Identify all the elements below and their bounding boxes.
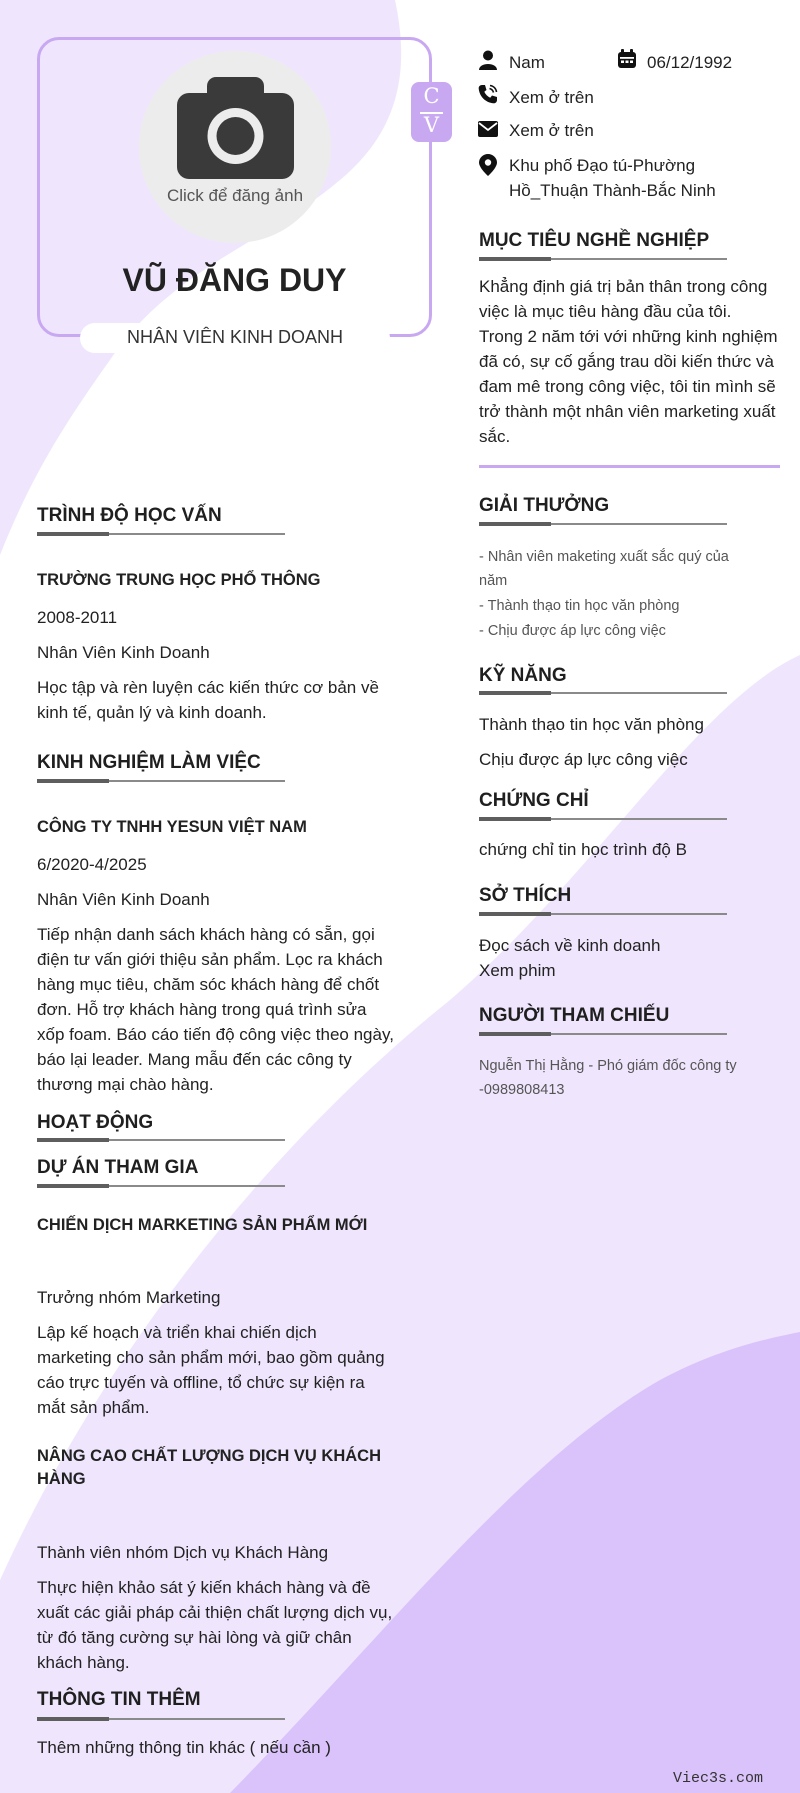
company-name: CÔNG TY TNHH YESUN VIỆT NAM (37, 818, 307, 836)
education-underline (37, 533, 285, 535)
skill-item: Thành thạo tin học văn phòng (479, 715, 704, 734)
education-period: 2008-2011 (37, 608, 118, 627)
hobbies-title: SỞ THÍCH (479, 885, 572, 906)
project-desc-line: cáo trực tuyến và offline, tổ chức sự kiện ra (37, 1373, 365, 1392)
certificates-underline (479, 818, 727, 820)
email-value: Xem ở trên (509, 121, 594, 140)
project-desc-line: marketing cho sản phẩm mới, bao gồm quảng (37, 1348, 385, 1367)
education-desc-line: kinh tế, quản lý và kinh doanh. (37, 703, 267, 722)
site-watermark: Viec3s.com (673, 1770, 764, 1787)
objective-line: việc là mục tiêu hàng đầu của tôi. (479, 302, 732, 321)
address-line-2: Hồ_Thuận Thành-Bắc Ninh (509, 181, 716, 200)
extra-info-title: THÔNG TIN THÊM (37, 1689, 201, 1710)
skills-title: KỸ NĂNG (479, 665, 567, 686)
activities-underline (37, 1139, 285, 1141)
education-title: TRÌNH ĐỘ HỌC VẤN (37, 505, 222, 526)
school-name: TRƯỜNG TRUNG HỌC PHỔ THÔNG (37, 571, 321, 589)
awards-underline (479, 523, 727, 525)
experience-desc-line: thương mại chào hàng. (37, 1075, 214, 1094)
project-desc-line: Lập kế hoạch và triển khai chiến dịch (37, 1323, 317, 1342)
project-role: Trưởng nhóm Marketing (37, 1288, 221, 1307)
envelope-icon (478, 119, 498, 139)
candidate-position: NHÂN VIÊN KINH DOANH (126, 327, 344, 347)
objective-underline (479, 258, 727, 260)
photo-upload-caption[interactable]: Click để đăng ảnh (166, 186, 304, 205)
awards-title: GIẢI THƯỞNG (479, 495, 610, 516)
objective-title: MỤC TIÊU NGHỀ NGHIỆP (479, 230, 710, 251)
address-line-1: Khu phố Đạo tú-Phường (509, 156, 696, 175)
gender-value: Nam (509, 53, 545, 72)
reference-line: Nguễn Thị Hằng - Phó giám đốc công ty (479, 1058, 737, 1074)
location-pin-icon (479, 154, 497, 176)
experience-desc-line: đơn. Hỗ trợ khách hàng trong quá trình sửa (37, 1000, 367, 1019)
award-item: - Nhân viên maketing xuất sắc quý của (479, 549, 729, 565)
objective-line: Trong 2 năm tới với những kinh nghiệm (479, 327, 778, 346)
reference-line: -0989808413 (479, 1082, 565, 1098)
project-role: Thành viên nhóm Dịch vụ Khách Hàng (37, 1543, 329, 1562)
calendar-icon (617, 49, 637, 69)
person-icon (478, 50, 498, 70)
award-item: - Chịu được áp lực công việc (479, 623, 666, 639)
project-name: NÂNG CAO CHẤT LƯỢNG DỊCH VỤ KHÁCH (37, 1447, 382, 1465)
cv-badge (411, 82, 452, 142)
experience-desc-line: điện tư vấn giới thiệu sản phẩm. Lọc ra khách (37, 950, 383, 969)
references-title: NGƯỜI THAM CHIẾU (479, 1005, 670, 1026)
education-major: Nhân Viên Kinh Doanh (37, 643, 210, 662)
experience-desc-line: báo lại leader. Mang mẫu đến các công ty (37, 1050, 352, 1069)
hobbies-underline (479, 913, 727, 915)
project-desc-line: khách hàng. (37, 1653, 130, 1672)
birthday-value: 06/12/1992 (647, 53, 733, 72)
candidate-name: VŨ ĐĂNG DUY (122, 262, 347, 298)
experience-desc-line: Tiếp nhận danh sách khách hàng có sẵn, gọi (37, 925, 375, 944)
experience-desc-line: xốp foam. Báo cáo tiến độ công việc theo ngày, (37, 1025, 394, 1044)
extra-info-text: Thêm những thông tin khác ( nếu cần ) (37, 1738, 331, 1757)
certificate-item: chứng chỉ tin học trình độ B (479, 840, 687, 859)
cv-badge-c: C (423, 84, 440, 108)
phone-icon (478, 84, 498, 104)
cv-badge-v: V (423, 113, 440, 137)
education-desc-line: Học tập và rèn luyện các kiến thức cơ bản về (37, 678, 379, 697)
references-underline (479, 1033, 727, 1035)
camera-icon[interactable] (177, 77, 294, 179)
extra-info-underline (37, 1718, 285, 1720)
experience-period: 6/2020-4/2025 (37, 855, 147, 874)
experience-underline (37, 780, 285, 782)
experience-title: KINH NGHIỆM LÀM VIỆC (37, 752, 261, 773)
project-desc-line: xuất các giải pháp cải thiện chất lượng dịch vụ, (37, 1603, 393, 1622)
objective-line: đam mê trong công việc, tôi tin mình sẽ (479, 377, 776, 396)
objective-line: đã có, sự cố gắng trau dồi kiến thức và (479, 352, 774, 371)
projects-title: DỰ ÁN THAM GIA (37, 1157, 199, 1178)
section-divider (479, 465, 780, 468)
skill-item: Chịu được áp lực công việc (479, 750, 688, 769)
phone-value: Xem ở trên (509, 88, 594, 107)
objective-line: Khẳng định giá trị bản thân trong công (479, 277, 768, 296)
certificates-title: CHỨNG CHỈ (479, 790, 589, 811)
skills-underline (479, 692, 727, 694)
objective-line: sắc. (479, 427, 511, 446)
projects-underline (37, 1185, 285, 1187)
project-desc-line: mắt sản phẩm. (37, 1398, 150, 1417)
award-item-continued: năm (479, 573, 508, 589)
award-item: - Thành thạo tin học văn phòng (479, 598, 680, 614)
project-desc-line: từ đó tăng cường sự hài lòng và giữ chân (37, 1628, 352, 1647)
hobby-item: Xem phim (479, 961, 556, 980)
objective-line: trở thành một nhân viên marketing xuất (479, 402, 776, 421)
project-name: CHIẾN DỊCH MARKETING SẢN PHẨM MỚI (37, 1216, 368, 1234)
experience-desc-line: hàng mục tiêu, chăm sóc khách hàng để chốt (37, 975, 380, 994)
hobby-item: Đọc sách về kinh doanh (479, 936, 661, 955)
activities-title: HOẠT ĐỘNG (37, 1112, 154, 1133)
experience-role: Nhân Viên Kinh Doanh (37, 890, 210, 909)
project-desc-line: Thực hiện khảo sát ý kiến khách hàng và đề (37, 1578, 371, 1597)
project-name-continued: HÀNG (37, 1470, 86, 1488)
